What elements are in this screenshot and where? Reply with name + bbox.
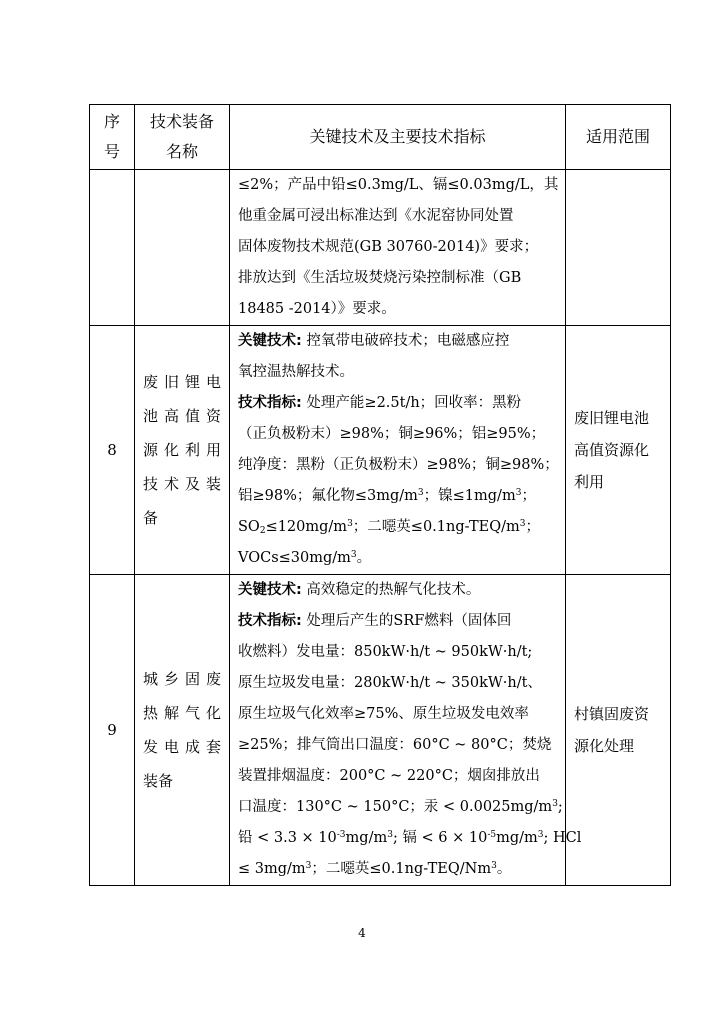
cont-num-cell	[90, 170, 135, 326]
row9-ind-text-8c: ; 镉 < 6 × 10	[392, 830, 488, 846]
row8-scope	[566, 326, 671, 575]
row8-ind-line-3: 纯净度：黑粉（正负极粉末）≥98%；铜≥98%；	[238, 457, 559, 473]
header-seq-line1: 序	[103, 112, 120, 131]
header-name	[135, 105, 230, 170]
header-seq	[90, 105, 135, 170]
sup-3: 3	[537, 830, 544, 840]
row9-ind-line-4: 原生垃圾气化效率≥75%、原生垃圾发电效率	[238, 706, 529, 722]
table-row-8	[90, 326, 671, 575]
cont-line-1: ≤2%；产品中铅≤0.3mg/L、镉≤0.03mg/L，其	[238, 177, 559, 193]
header-name-line2: 名称	[165, 142, 198, 161]
sup-neg3: -3	[336, 830, 346, 840]
row9-ind-text-7a: 口温度：130°C ~ 150°C；汞 < 0.0025mg/m	[238, 799, 553, 815]
sup-3: 3	[552, 799, 558, 809]
row9-ind-text-1: 处理后产生的SRF燃料（固体回	[301, 613, 512, 629]
row8-scope-line: 废旧锂电池	[574, 409, 650, 427]
row8-key-text-1: 控氧带电破碎技术；电磁感应控	[301, 333, 510, 349]
cont-scope-cell	[566, 170, 671, 326]
row8-ind-text-4b: ；镍≤1mg/m	[423, 488, 516, 504]
row8-name-line: 废旧锂电	[143, 373, 221, 391]
row8-ind-text-4a: 铝≥98%；氟化物≤3mg/m	[238, 488, 418, 504]
table-row-continuation	[90, 170, 671, 326]
sup-neg5: -5	[487, 830, 497, 840]
row8-scope-line: 利用	[574, 473, 605, 491]
row8-name-line: 备	[143, 509, 159, 527]
row9-name-line: 城乡固废	[143, 670, 221, 688]
row9-ind-text-8e: ; HCl	[543, 830, 582, 846]
row8-key	[230, 326, 566, 575]
row8-ind-line-5	[238, 512, 557, 543]
sub-2: 2	[259, 526, 266, 536]
header-name-line1: 技术装备	[149, 112, 214, 131]
cont-line-4: 排放达到《生活垃圾焚烧污染控制标准（GB	[238, 270, 522, 286]
cont-key-cell	[230, 170, 566, 326]
row8-scope-line: 高值资源化	[574, 441, 650, 459]
row9-ind-line-9	[238, 854, 557, 885]
sup-3: 3	[305, 861, 312, 871]
sup-3: 3	[417, 488, 424, 498]
row8-name	[135, 326, 230, 575]
sup-3: 3	[347, 519, 353, 529]
row8-key-line-2: 氧控温热解技术。	[238, 364, 354, 380]
sup-3: 3	[515, 488, 522, 498]
row9-ind-line-2: 收燃料）发电量：850kW·h/t ~ 950kW·h/t;	[238, 644, 533, 660]
row8-key-line-1	[238, 326, 557, 357]
row9-ind-line-7	[238, 792, 563, 823]
row9-ind-text-9a: ≤ 3mg/m	[238, 861, 306, 877]
row9-ind-text-7b: ;	[557, 799, 563, 815]
header-scope: 适用范围	[566, 105, 671, 170]
cont-line-2: 他重金属可浸出标准达到《水泥窑协同处置	[238, 208, 514, 224]
row8-name-line: 源化利用	[143, 441, 221, 459]
row8-ind-line-1	[238, 388, 557, 419]
sup-3: 3	[387, 830, 393, 840]
row8-ind-text-6a: VOCs≤30mg/m	[238, 550, 351, 566]
page-number: 4	[358, 926, 366, 940]
row9-ind-line-6: 装置排烟温度：200°C ~ 220°C；烟囱排放出	[238, 768, 540, 784]
row9-name-line: 热解气化	[143, 704, 221, 722]
row9-num: 9	[90, 575, 135, 886]
row9-key-line-1	[238, 575, 557, 606]
row8-key-label: 关键技术:	[238, 333, 302, 349]
sup-3: 3	[350, 550, 357, 560]
cont-line-5: 18485 -2014）》要求。	[238, 301, 396, 317]
row8-ind-text-6b: 。	[356, 550, 372, 566]
row9-scope-line: 源化处理	[574, 737, 635, 755]
row8-name-line: 技术及装	[143, 475, 221, 493]
technology-table	[89, 104, 671, 886]
table-row-9	[90, 575, 671, 886]
row9-ind-text-8d: mg/m	[496, 830, 538, 846]
row9-key	[230, 575, 582, 886]
header-row	[90, 105, 671, 170]
row9-ind-text-8b: mg/m	[345, 830, 388, 846]
row8-name-line: 池高值资	[143, 407, 221, 425]
row9-ind-text-9b: ；二噁英≤0.1ng-TEQ/Nm	[311, 861, 492, 877]
row9-ind-text-8a: 铅 < 3.3 × 10	[238, 830, 337, 846]
row9-key-label: 关键技术:	[238, 582, 302, 598]
row9-ind-line-8	[238, 823, 582, 854]
row8-ind-text-5a: SO	[238, 519, 260, 535]
row8-ind-line-6	[238, 543, 557, 574]
row9-key-text-1: 高效稳定的热解气化技术。	[301, 582, 481, 598]
row9-name-line: 发电成套	[143, 738, 221, 756]
row9-ind-text-9c: 。	[496, 861, 512, 877]
row9-name	[135, 575, 230, 886]
cont-name-cell	[135, 170, 230, 326]
cont-line-3: 固体废物技术规范(GB 30760-2014)》要求；	[238, 239, 539, 255]
row9-scope-line: 村镇固废资	[574, 705, 650, 723]
row9-ind-line-5: ≥25%；排气筒出口温度：60°C ~ 80°C；焚烧	[238, 737, 552, 753]
row9-ind-line-3: 原生垃圾发电量：280kW·h/t ~ 350kW·h/t、	[238, 675, 542, 691]
row8-ind-text-5c: ；二噁英≤0.1ng-TEQ/m	[352, 519, 520, 535]
row8-ind-text-5b: ≤120mg/m	[265, 519, 348, 535]
sup-3: 3	[491, 861, 497, 871]
row8-ind-text-1: 处理产能≥2.5t/h；回收率：黑粉	[301, 395, 522, 411]
header-key-tech: 关键技术及主要技术指标	[230, 105, 566, 170]
row8-num: 8	[90, 326, 135, 575]
row9-name-line: 装备	[143, 772, 174, 790]
row8-ind-line-4	[238, 481, 557, 512]
row9-ind-label: 技术指标:	[238, 613, 302, 629]
row8-ind-label: 技术指标:	[238, 395, 302, 411]
header-seq-line2: 号	[103, 142, 120, 161]
row9-ind-line-1	[238, 606, 557, 637]
sup-3: 3	[519, 519, 526, 529]
row8-ind-text-4c: ；	[521, 488, 536, 504]
row8-ind-line-2: （正负极粉末）≥98%；铜≥96%；铝≥95%；	[238, 426, 546, 442]
row8-ind-text-5d: ；	[525, 519, 541, 535]
